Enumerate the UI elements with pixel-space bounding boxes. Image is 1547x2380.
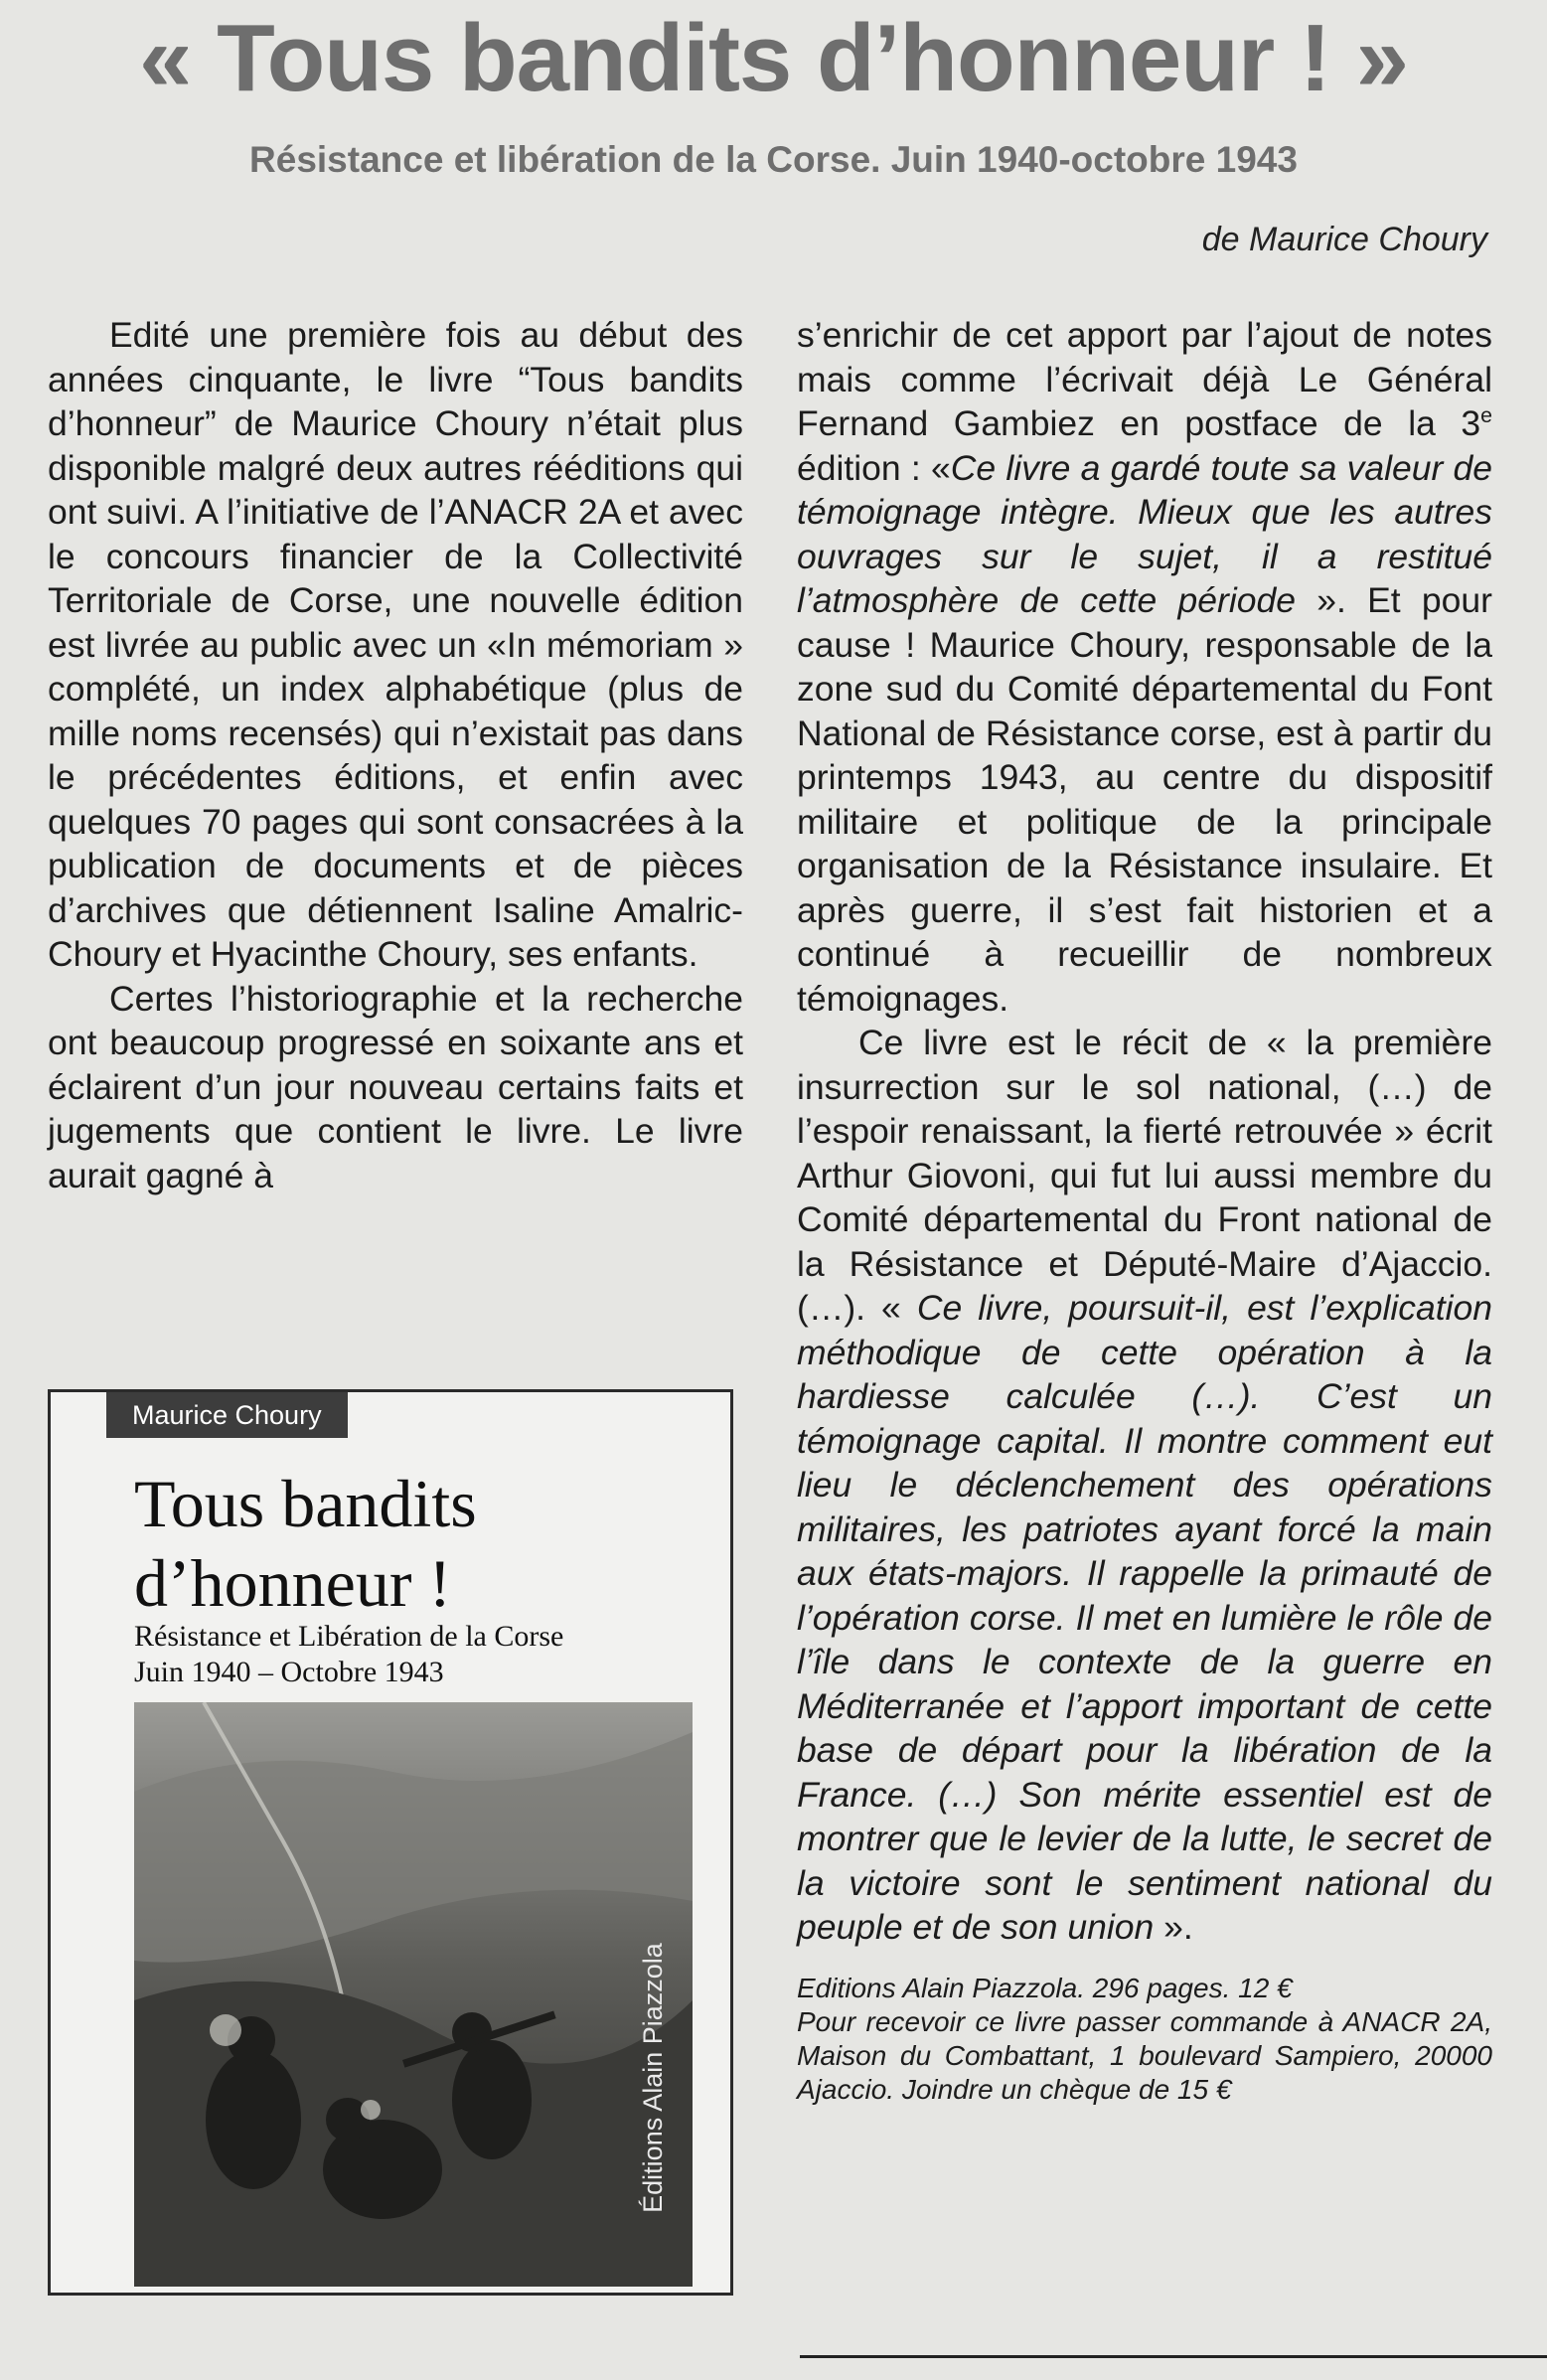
right-p1-text-b: édition : « (797, 447, 951, 488)
subheadline: Résistance et libération de la Corse. Juin 1940-octobre 1943 (249, 139, 1298, 180)
book-subtitle-line-1: Résistance et Libération de la Corse (134, 1620, 564, 1653)
right-p1-text-c: ». Et pour cause ! Maurice Choury, responsable de la zone sud du Comité départemental du Font National de Résistance corse, est à partir du printemps 1943, au centre du dispositif militaire et politique de la principale organisation de la Résistance insulaire. Et après guerre, il s’est fait historien et a continué à recueillir de nombreux témoignages. (797, 580, 1492, 1019)
right-p1-text-a: s’enrichir de cet apport par l’ajout de notes mais comme l’écrivait déjà Le Général Fernand Gambiez en postface de la 3 (797, 315, 1492, 443)
gambiez-quote: Ce livre a gardé toute sa valeur de témoignage intègre. Mieux que les autres ouvrages sur le sujet, il a restitué l’atmosphère de cette période (797, 447, 1492, 620)
book-title (134, 1464, 477, 1623)
order-info: Pour recevoir ce livre passer commande à ANACR 2A, Maison du Combattant, 1 boulevard Sampiero, 20000 Ajaccio. Joindre un chèque de 15 € (797, 2005, 1492, 2105)
right-paragraph-2 (797, 1021, 1492, 1950)
headline: « Tous bandits d’honneur ! » (139, 5, 1408, 111)
book-title-line-1: Tous bandits (134, 1466, 477, 1541)
publication-note (797, 1972, 1492, 2107)
publication-note-line-1: Editions Alain Piazzola. 296 pages. 12 € (797, 1972, 1293, 2003)
left-column (48, 313, 743, 1197)
edition-superscript: e (1480, 403, 1492, 428)
book-publisher: Éditions Alain Piazzola (638, 1943, 668, 2213)
book-title-line-2: d’honneur ! (134, 1545, 452, 1621)
right-column (797, 313, 1492, 2107)
right-p2-text-a: Ce livre est le récit de « la première insurrection sur le sol national, (…) de l’espoir renaissant, la fierté retrouvée » écrit Arthur Giovoni, qui fut lui aussi membre du Comité départemental du Front national de la Résistance et Député-Maire d’Ajaccio. (…). « (797, 1023, 1492, 1328)
left-paragraph-1: Edité une première fois au début des années cinquante, le livre “Tous bandits d’honneur” de Maurice Choury n’était plus disponible malgré deux autres rééditions qui ont suivi. A l’initiative de l’ANACR 2A et avec le concours financier de la Collectivité Territoriale de Corse, une nouvelle édition est livrée au public avec un «In mémoriam » complété, un index alphabétique (plus de mille noms recensés) qui n’existait pas dans le précédentes éditions, et enfin avec quelques 70 pages qui sont consacrées à la publication de documents et de pièces d’archives que détiennent Isaline Amalric-Choury et Hyacinthe Choury, ses enfants. (48, 315, 743, 974)
byline: de Maurice Choury (1201, 221, 1487, 258)
left-paragraph-2: Certes l’historiographie et la recherche ont beaucoup progressé en soixante ans et éclairent d’un jour nouveau certains faits et jugements que contient le livre. Le livre aurait gagné à (48, 978, 743, 1195)
book-subtitle (134, 1619, 563, 1690)
book-subtitle-line-2: Juin 1940 – Octobre 1943 (134, 1656, 444, 1688)
giovoni-quote: Ce livre, poursuit-il, est l’explication méthodique de cette opération à la hardiesse calculée (…). C’est un témoignage capital. Il montre comment eut lieu le déclenchement des opérations militaires, les patriotes ayant forcé la main aux états-majors. Il rappelle la primauté de l’opération corse. Il met en lumière le rôle de l’île dans le contexte de la guerre en Méditerranée et l’apport important de cette base de départ pour la libération de la France. (…) Son mérite essentiel est de montrer que le levier de la lutte, le secret de la victoire sont le sentiment national du peuple et de son union (797, 1288, 1492, 1947)
right-paragraph-1 (797, 313, 1492, 1021)
book-cover (48, 1389, 733, 2296)
right-p2-end: ». (1154, 1907, 1193, 1947)
book-author-band: Maurice Choury (106, 1392, 348, 1438)
cover-photo (134, 1702, 693, 2287)
bottom-rule (800, 2355, 1547, 2358)
